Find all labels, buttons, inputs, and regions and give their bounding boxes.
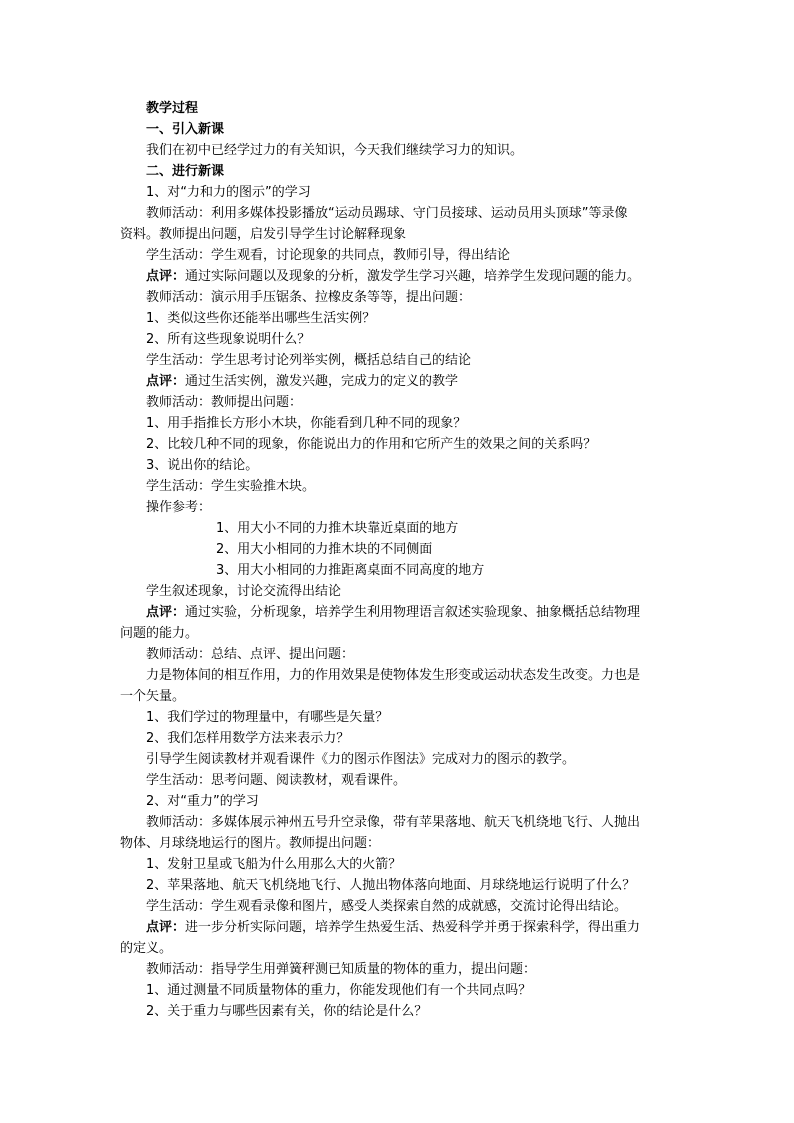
text-line xyxy=(120,455,680,476)
line-text: 1、发射卫星或飞船为什么用那么大的火箭？ xyxy=(146,857,402,872)
text-line xyxy=(120,350,680,371)
line-text: 一个矢量。 xyxy=(120,689,186,704)
text-line xyxy=(120,245,680,266)
line-text: 2、比较几种不同的现象，你能说出力的作用和它所产生的效果之间的关系吗？ xyxy=(146,437,597,452)
text-line xyxy=(120,203,680,224)
line-text: 问题的能力。 xyxy=(120,626,199,641)
text-line xyxy=(120,602,680,623)
line-text: 2、苹果落地、航天飞机绕地飞行、人抛出物体落向地面、月球绕地运行说明了什么？ xyxy=(146,878,636,893)
text-line xyxy=(120,140,680,161)
line-text: 1、通过测量不同质量物体的重力，你能发现他们有一个共同点吗？ xyxy=(146,983,532,998)
line-text: 1、用手指推长方形小木块，你能看到几种不同的现象？ xyxy=(146,416,467,431)
line-text: 3、用大小相同的力推距离桌面不同高度的地方 xyxy=(216,563,485,578)
line-text: 1、类似这些你还能举出哪些生活实例？ xyxy=(146,311,376,326)
line-text: 引导学生阅读教材并观看课件《力的图示作图法》完成对力的图示的教学。 xyxy=(146,752,576,767)
comment-label: 点评： xyxy=(146,269,186,284)
text-line xyxy=(120,287,680,308)
line-text: 2、用大小相同的力推木块的不同侧面 xyxy=(216,542,433,557)
line-text: 教师活动：总结、点评、提出问题： xyxy=(146,647,355,662)
line-text: 学生活动：学生思考讨论列举实例，概括总结自己的结论 xyxy=(146,353,472,368)
text-line xyxy=(120,770,680,791)
line-text: 操作参考： xyxy=(146,500,212,515)
line-text: 物体、月球绕地运行的图片。教师提出问题： xyxy=(120,836,381,851)
text-line xyxy=(120,644,680,665)
text-line xyxy=(120,497,680,518)
comment-label: 点评： xyxy=(146,374,186,389)
text-line xyxy=(120,833,680,854)
text-line xyxy=(120,980,680,1001)
text-line xyxy=(120,791,680,812)
comment-label: 点评： xyxy=(146,920,186,935)
text-line xyxy=(120,896,680,917)
text-line xyxy=(120,518,680,539)
line-text: 教师活动：指导学生用弹簧秤测已知质量的物体的重力，提出问题： xyxy=(146,962,537,977)
line-text: 学生活动：学生观看，讨论现象的共同点，教师引导，得出结论 xyxy=(146,248,511,263)
line-text: 2、我们怎样用数学方法来表示力？ xyxy=(146,731,350,746)
text-line xyxy=(120,875,680,896)
text-line xyxy=(120,854,680,875)
text-line xyxy=(120,1001,680,1022)
line-text: 通过实验，分析现象，培养学生利用物理语言叙述实验现象、抽象概括总结物理 xyxy=(185,605,641,620)
text-line xyxy=(120,392,680,413)
text-line xyxy=(120,707,680,728)
line-text: 2、关于重力与哪些因素有关，你的结论是什么？ xyxy=(146,1004,428,1019)
line-text: 3、说出你的结论。 xyxy=(146,458,259,473)
text-line xyxy=(120,329,680,350)
line-text: 我们在初中已经学过力的有关知识，今天我们继续学习力的知识。 xyxy=(146,143,524,158)
text-line xyxy=(120,623,680,644)
line-text: 1、对“力和力的图示”的学习 xyxy=(146,185,311,200)
text-line xyxy=(120,308,680,329)
line-text: 二、进行新课 xyxy=(146,164,225,179)
line-text: 的定义。 xyxy=(120,941,173,956)
document-body xyxy=(120,98,680,1022)
text-line xyxy=(120,266,680,287)
line-text: 教学过程 xyxy=(146,101,199,116)
text-line xyxy=(120,938,680,959)
line-text: 1、我们学过的物理量中，有哪些是矢量？ xyxy=(146,710,389,725)
line-text: 学生活动：学生观看录像和图片，感受人类探索自然的成就感，交流讨论得出结论。 xyxy=(146,899,628,914)
line-text: 教师活动：演示用手压锯条、拉橡皮条等等，提出问题： xyxy=(146,290,472,305)
line-text: 教师活动：多媒体展示神州五号升空录像，带有苹果落地、航天飞机绕地飞行、人抛出 xyxy=(146,815,641,830)
line-text: 1、用大小不同的力推木块靠近桌面的地方 xyxy=(216,521,459,536)
text-line xyxy=(120,224,680,245)
text-line xyxy=(120,98,680,119)
line-text: 教师活动：利用多媒体投影播放“运动员踢球、守门员接球、运动员用头顶球”等录像 xyxy=(146,206,628,221)
text-line xyxy=(120,581,680,602)
text-line xyxy=(120,182,680,203)
line-text: 学生活动：思考问题、阅读教材，观看课件。 xyxy=(146,773,407,788)
line-text: 通过实际问题以及现象的分析，激发学生学习兴趣，培养学生发现问题的能力。 xyxy=(185,269,641,284)
text-line xyxy=(120,434,680,455)
text-line xyxy=(120,959,680,980)
text-line xyxy=(120,749,680,770)
line-text: 学生活动：学生实验推木块。 xyxy=(146,479,316,494)
text-line xyxy=(120,917,680,938)
text-line xyxy=(120,728,680,749)
line-text: 资料。教师提出问题，启发引导学生讨论解释现象 xyxy=(120,227,407,242)
text-line xyxy=(120,476,680,497)
text-line xyxy=(120,161,680,182)
line-text: 一、引入新课 xyxy=(146,122,225,137)
line-text: 教师活动：教师提出问题： xyxy=(146,395,303,410)
comment-label: 点评： xyxy=(146,605,186,620)
text-line xyxy=(120,119,680,140)
line-text: 力是物体间的相互作用，力的作用效果是使物体发生形变或运动状态发生改变。力也是 xyxy=(146,668,641,683)
text-line xyxy=(120,371,680,392)
line-text: 2、对“重力”的学习 xyxy=(146,794,259,809)
line-text: 学生叙述现象，讨论交流得出结论 xyxy=(146,584,342,599)
text-line xyxy=(120,812,680,833)
text-line xyxy=(120,665,680,686)
line-text: 进一步分析实际问题，培养学生热爱生活、热爱科学并勇于探索科学，得出重力 xyxy=(185,920,641,935)
line-text: 通过生活实例，激发兴趣，完成力的定义的教学 xyxy=(185,374,459,389)
text-line xyxy=(120,413,680,434)
text-line xyxy=(120,686,680,707)
line-text: 2、所有这些现象说明什么？ xyxy=(146,332,311,347)
text-line xyxy=(120,539,680,560)
text-line xyxy=(120,560,680,581)
